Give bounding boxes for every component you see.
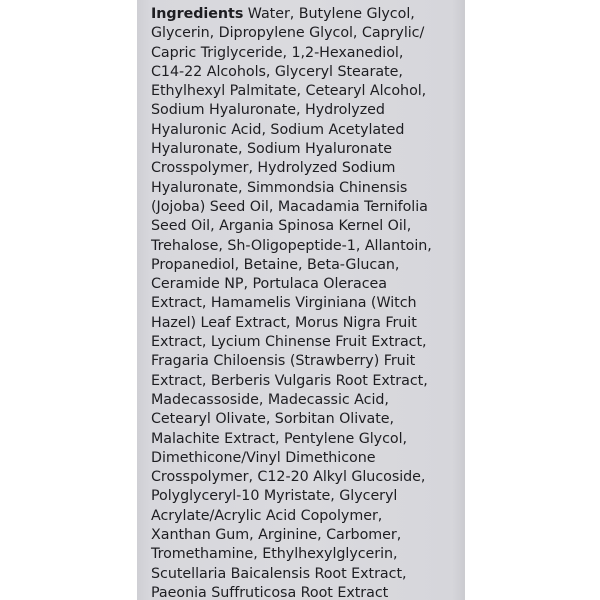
ingredients-line: Extract, Berberis Vulgaris Root Extract, — [151, 372, 428, 389]
ingredients-first-line-text: Water, Butylene Glycol, — [243, 6, 415, 22]
ingredient-label-panel — [137, 0, 465, 600]
ingredients-line: Madecassoside, Madecassic Acid, — [151, 391, 389, 408]
ingredients-line: Seed Oil, Argania Spinosa Kernel Oil, — [151, 218, 412, 235]
ingredients-line: Sodium Hyaluronate, Hydrolyzed — [151, 102, 385, 119]
ingredients-line: Fragaria Chiloensis (Strawberry) Fruit — [151, 353, 416, 370]
ingredients-line: Ethylhexyl Palmitate, Cetearyl Alcohol, — [151, 83, 427, 100]
ingredients-line: Propanediol, Betaine, Beta-Glucan, — [151, 256, 400, 273]
ingredients-line: Scutellaria Baicalensis Root Extract, — [151, 565, 407, 582]
ingredients-line: Malachite Extract, Pentylene Glycol, — [151, 430, 408, 447]
ingredients-line: Acrylate/Acrylic Acid Copolymer, — [151, 507, 383, 524]
ingredients-line: Xanthan Gum, Arginine, Carbomer, — [151, 527, 402, 544]
ingredients-line: Polyglyceryl-10 Myristate, Glyceryl — [151, 488, 398, 505]
ingredients-line: Glycerin, Dipropylene Glycol, Caprylic/ — [151, 25, 425, 42]
ingredients-line: Tromethamine, Ethylhexylglycerin, — [151, 546, 398, 563]
ingredients-line: Trehalose, Sh-Oligopeptide-1, Allantoin, — [151, 237, 432, 254]
ingredients-line: Hyaluronate, Sodium Hyaluronate — [151, 141, 393, 158]
ingredients-line: Hyaluronic Acid, Sodium Acetylated — [151, 121, 405, 138]
ingredients-line: Dimethicone/Vinyl Dimethicone — [151, 449, 376, 466]
ingredients-line: Paeonia Suffruticosa Root Extract — [151, 584, 389, 600]
ingredients-heading: Ingredients — [151, 6, 244, 22]
ingredients-list — [151, 5, 463, 600]
ingredients-line: C14-22 Alcohols, Glyceryl Stearate, — [151, 63, 403, 80]
ingredients-line: Crosspolymer, Hydrolyzed Sodium — [151, 160, 396, 177]
ingredients-line: Cetearyl Olivate, Sorbitan Olivate, — [151, 411, 395, 428]
ingredients-line: Capric Triglyceride, 1,2-Hexanediol, — [151, 44, 404, 61]
ingredients-line: Hazel) Leaf Extract, Morus Nigra Fruit — [151, 314, 417, 331]
ingredients-line-1 — [151, 5, 463, 24]
ingredients-line: Crosspolymer, C12-20 Alkyl Glucoside, — [151, 469, 426, 486]
ingredients-line: Ceramide NP, Portulaca Oleracea — [151, 276, 387, 293]
ingredients-line: (Jojoba) Seed Oil, Macadamia Ternifolia — [151, 198, 428, 215]
ingredients-line: Extract, Hamamelis Virginiana (Witch — [151, 295, 417, 312]
ingredients-line: Hyaluronate, Simmondsia Chinensis — [151, 179, 408, 196]
ingredients-line: Extract, Lycium Chinense Fruit Extract, — [151, 334, 427, 351]
